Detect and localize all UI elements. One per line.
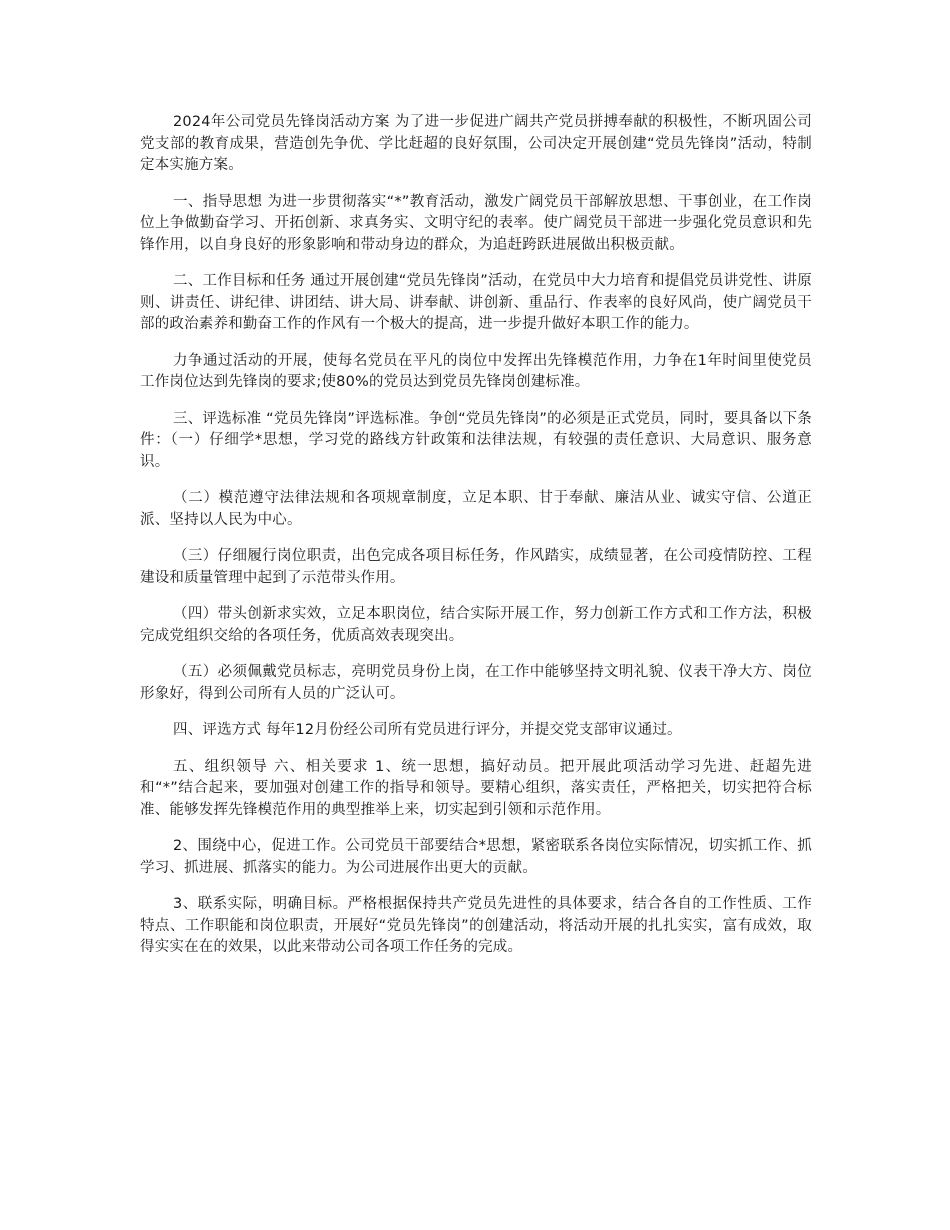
paragraph-requirements-3: 3、联系实际，明确目标。严格根据保持共产党员先进性的具体要求，结合各自的工作性质、工作特点、工作职能和岗位职责，开展好“党员先锋岗”的创建活动，将活动开展的扎扎实实，富有成效，取得实实在在的效果，以此来带动公司各项工作任务的完成。 [140, 896, 812, 955]
paragraph-goals-target: 力争通过活动的开展，使每名党员在平凡的岗位中发挥出先锋模范作用，力争在1年时间里使党员工作岗位达到先锋岗的要求;使80%的党员达到党员先锋岗创建标准。 [140, 352, 812, 390]
paragraph-guiding-thought: 一、指导思想 为进一步贯彻落实“*”教育活动，激发广阔党员干部解放思想、干事创业，在工作岗位上争做勤奋学习、开拓创新、求真务实、文明守纪的表率。使广阔党员干部进一步强化党员意识和先锋作用，以自身良好的形象影响和带动身边的群众，为追赶跨跃进展做出积极贡献。 [140, 193, 812, 253]
paragraph-criteria-5: （五）必须佩戴党员标志，亮明党员身份上岗，在工作中能够坚持文明礼貌、仪表干净大方、岗位形象好，得到公司所有人员的广泛认可。 [140, 664, 812, 702]
paragraph-requirements-1: 五、组织领导 六、相关要求 1、统一思想，搞好动员。把开展此项活动学习先进、赶超先进和“*”结合起来，要加强对创建工作的指导和领导。要精心组织，落实责任，严格把关，切实把符合标准、能够发挥先锋模范作用的典型推举上来，切实起到引领和示范作用。 [140, 758, 812, 818]
paragraph-criteria: 三、评选标准 “党员先锋岗”评选标准。争创“党员先锋岗”的必须是正式党员，同时，要具备以下条件：（一）仔细学*思想，学习党的路线方针政策和法律法规，有较强的责任意识、大局意识、服务意识。 [140, 410, 812, 470]
paragraph-criteria-3: （三）仔细履行岗位职责，出色完成各项目标任务，作风踏实，成绩显著，在公司疫情防控、工程建设和质量管理中起到了示范带头作用。 [140, 548, 812, 586]
paragraph-goals-tasks: 二、工作目标和任务 通过开展创建“党员先锋岗”活动，在党员中大力培育和提倡党员讲党性、讲原则、讲责任、讲纪律、讲团结、讲大局、讲奉献、讲创新、重品行、作表率的良好风尚，使广阔党员干部的政治素养和勤奋工作的作风有一个极大的提高，进一步提升做好本职工作的能力。 [140, 273, 812, 332]
document-page [140, 112, 812, 974]
paragraph-selection-method: 四、评选方式 每年12月份经公司所有党员进行评分，并提交党支部审议通过。 [173, 722, 682, 738]
paragraph-criteria-2: （二）模范遵守法律法规和各项规章制度，立足本职、甘于奉献、廉洁从业、诚实守信、公道正派、坚持以人民为中心。 [140, 490, 812, 528]
paragraph-criteria-4: （四）带头创新求实效，立足本职岗位，结合实际开展工作，努力创新工作方式和工作方法，积极完成党组织交给的各项任务，优质高效表现突出。 [140, 606, 812, 644]
paragraph-requirements-2: 2、围绕中心，促进工作。公司党员干部要结合*思想，紧密联系各岗位实际情况，切实抓工作、抓学习、抓进展、抓落实的能力。为公司进展作出更大的贡献。 [140, 838, 812, 876]
paragraph-title-intro: 2024年公司党员先锋岗活动方案 为了进一步促进广阔共产党员拼搏奉献的积极性，不断巩固公司党支部的教育成果，营造创先争优、学比赶超的良好氛围，公司决定开展创建“党员先锋岗”活动，特制定本实施方案。 [140, 114, 812, 173]
